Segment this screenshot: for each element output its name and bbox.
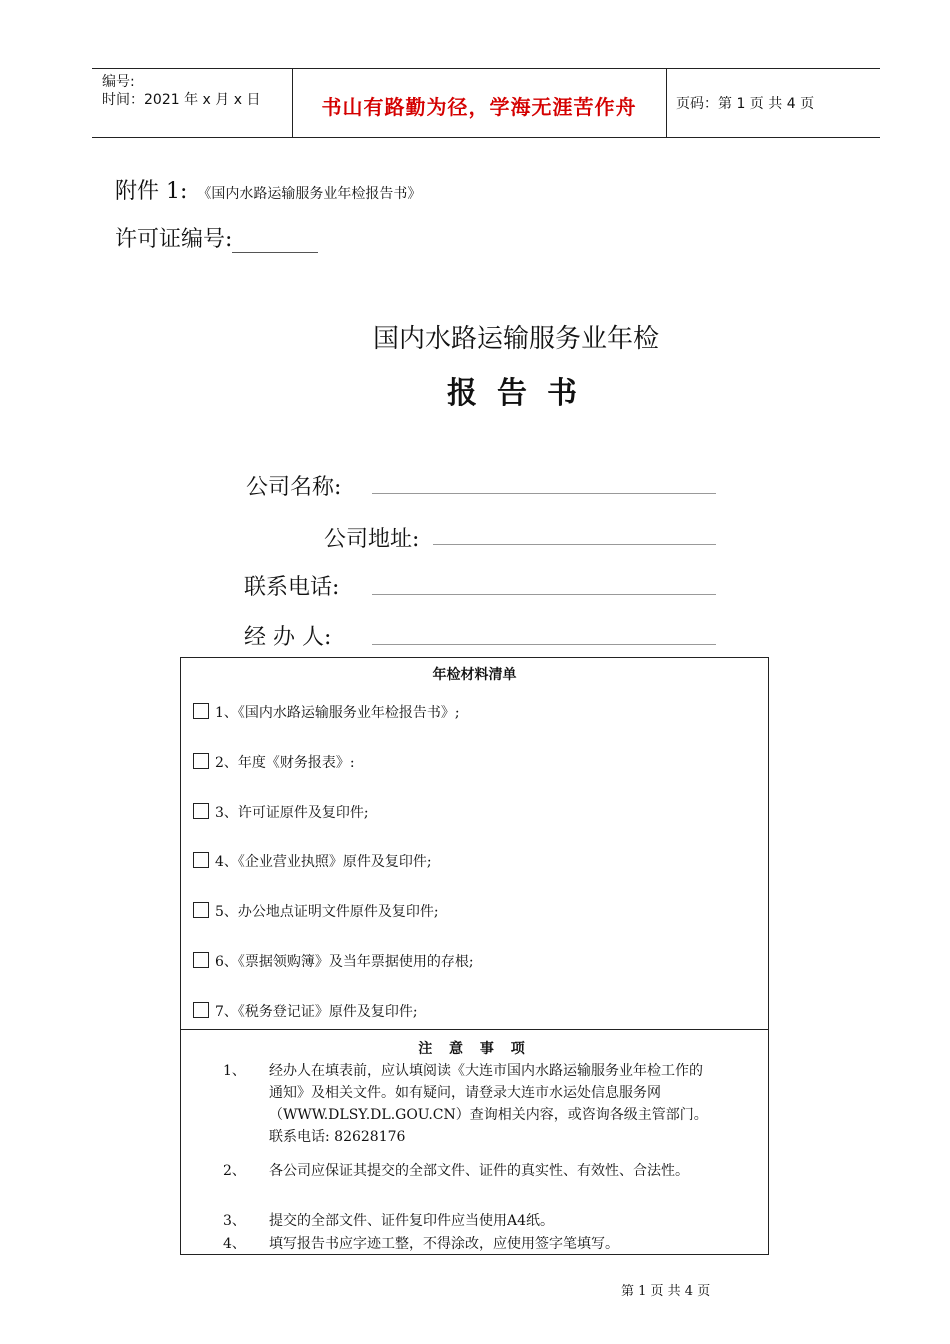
handler-field[interactable] <box>372 644 716 645</box>
checklist-box <box>180 657 769 1255</box>
checkbox[interactable] <box>193 952 209 968</box>
report-title-line1: 国内水路运输服务业年检 <box>372 324 659 354</box>
page-footer: 第 1 页 共 4 页 <box>621 1284 711 1299</box>
attachment-label: 附件 1: <box>115 179 188 204</box>
checklist-item-text: 5、办公地点证明文件原件及复印件; <box>215 904 439 920</box>
checklist-item-text: 7、《税务登记证》原件及复印件; <box>215 1004 418 1020</box>
checklist-item-text: 6、《票据领购簿》及当年票据使用的存根; <box>215 954 474 970</box>
page-header <box>92 68 880 138</box>
checklist-item-text: 3、许可证原件及复印件; <box>215 805 369 821</box>
checkbox[interactable] <box>193 753 209 769</box>
checkbox[interactable] <box>193 703 209 719</box>
checklist-item <box>193 951 474 971</box>
note-text: 经办人在填表前，应认填阅读《大连市国内水路运输服务业年检工作的通知》及相关文件。如有疑问，请登录大连市水运处信息服务网（WWW.DLSY.DL.GOU.CN）查询相关内容，或咨询各级主管部门。联系电话: 82628176 <box>269 1063 708 1145</box>
checklist-item <box>193 752 355 772</box>
note-item <box>223 1210 723 1232</box>
checkbox[interactable] <box>193 852 209 868</box>
serial-label: 编号: <box>102 74 135 90</box>
header-divider <box>666 69 667 137</box>
checklist-item <box>193 901 439 921</box>
checklist-item <box>193 851 432 871</box>
note-number: 3、 <box>223 1213 246 1229</box>
checkbox[interactable] <box>193 1002 209 1018</box>
checklist-item <box>193 1001 418 1021</box>
handler-label: 经 办 人: <box>244 625 332 650</box>
checklist-title: 年检材料清单 <box>432 667 517 683</box>
note-number: 4、 <box>223 1236 246 1252</box>
attachment-line <box>115 174 421 205</box>
company-name-field[interactable] <box>372 493 716 494</box>
phone-label: 联系电话: <box>244 575 340 600</box>
note-text: 各公司应保证其提交的全部文件、证件的真实性、有效性、合法性。 <box>269 1163 689 1179</box>
phone-field[interactable] <box>372 594 716 595</box>
checkbox[interactable] <box>193 803 209 819</box>
permit-number-field[interactable] <box>232 230 318 253</box>
checklist-item <box>193 802 369 822</box>
header-meta <box>102 73 260 109</box>
company-name-label: 公司名称: <box>246 475 342 500</box>
attachment-doc-name: 《国内水路运输服务业年检报告书》 <box>197 186 422 202</box>
checklist-item-text: 4、《企业营业执照》原件及复印件; <box>215 854 432 870</box>
permit-number-row <box>115 222 318 253</box>
checkbox[interactable] <box>193 902 209 918</box>
note-number: 1、 <box>223 1063 246 1079</box>
note-number: 2、 <box>223 1163 246 1179</box>
box-divider <box>181 1029 768 1030</box>
permit-number-label: 许可证编号: <box>115 227 233 252</box>
company-address-field[interactable] <box>433 544 716 545</box>
checklist-item-text: 2、年度《财务报表》: <box>215 755 355 771</box>
note-item <box>223 1160 723 1204</box>
report-title-line2: 报告书 <box>447 376 597 411</box>
notes-title: 注 意 事 项 <box>418 1041 531 1057</box>
time-label: 时间：2021 年 x 月 x 日 <box>102 92 261 108</box>
checklist-item-text: 1、《国内水路运输服务业年检报告书》; <box>215 705 460 721</box>
checklist-item <box>193 702 460 722</box>
header-page-info: 页码：第 1 页 共 4 页 <box>676 96 815 112</box>
company-address-label: 公司地址: <box>324 527 420 552</box>
note-text: 提交的全部文件、证件复印件应当使用A4纸。 <box>269 1213 555 1229</box>
header-motto: 书山有路勤为径，学海无涯苦作舟 <box>321 95 637 119</box>
note-item <box>223 1060 723 1148</box>
note-item <box>223 1233 723 1255</box>
note-text: 填写报告书应字迹工整，不得涂改，应使用签字笔填写。 <box>269 1236 619 1252</box>
